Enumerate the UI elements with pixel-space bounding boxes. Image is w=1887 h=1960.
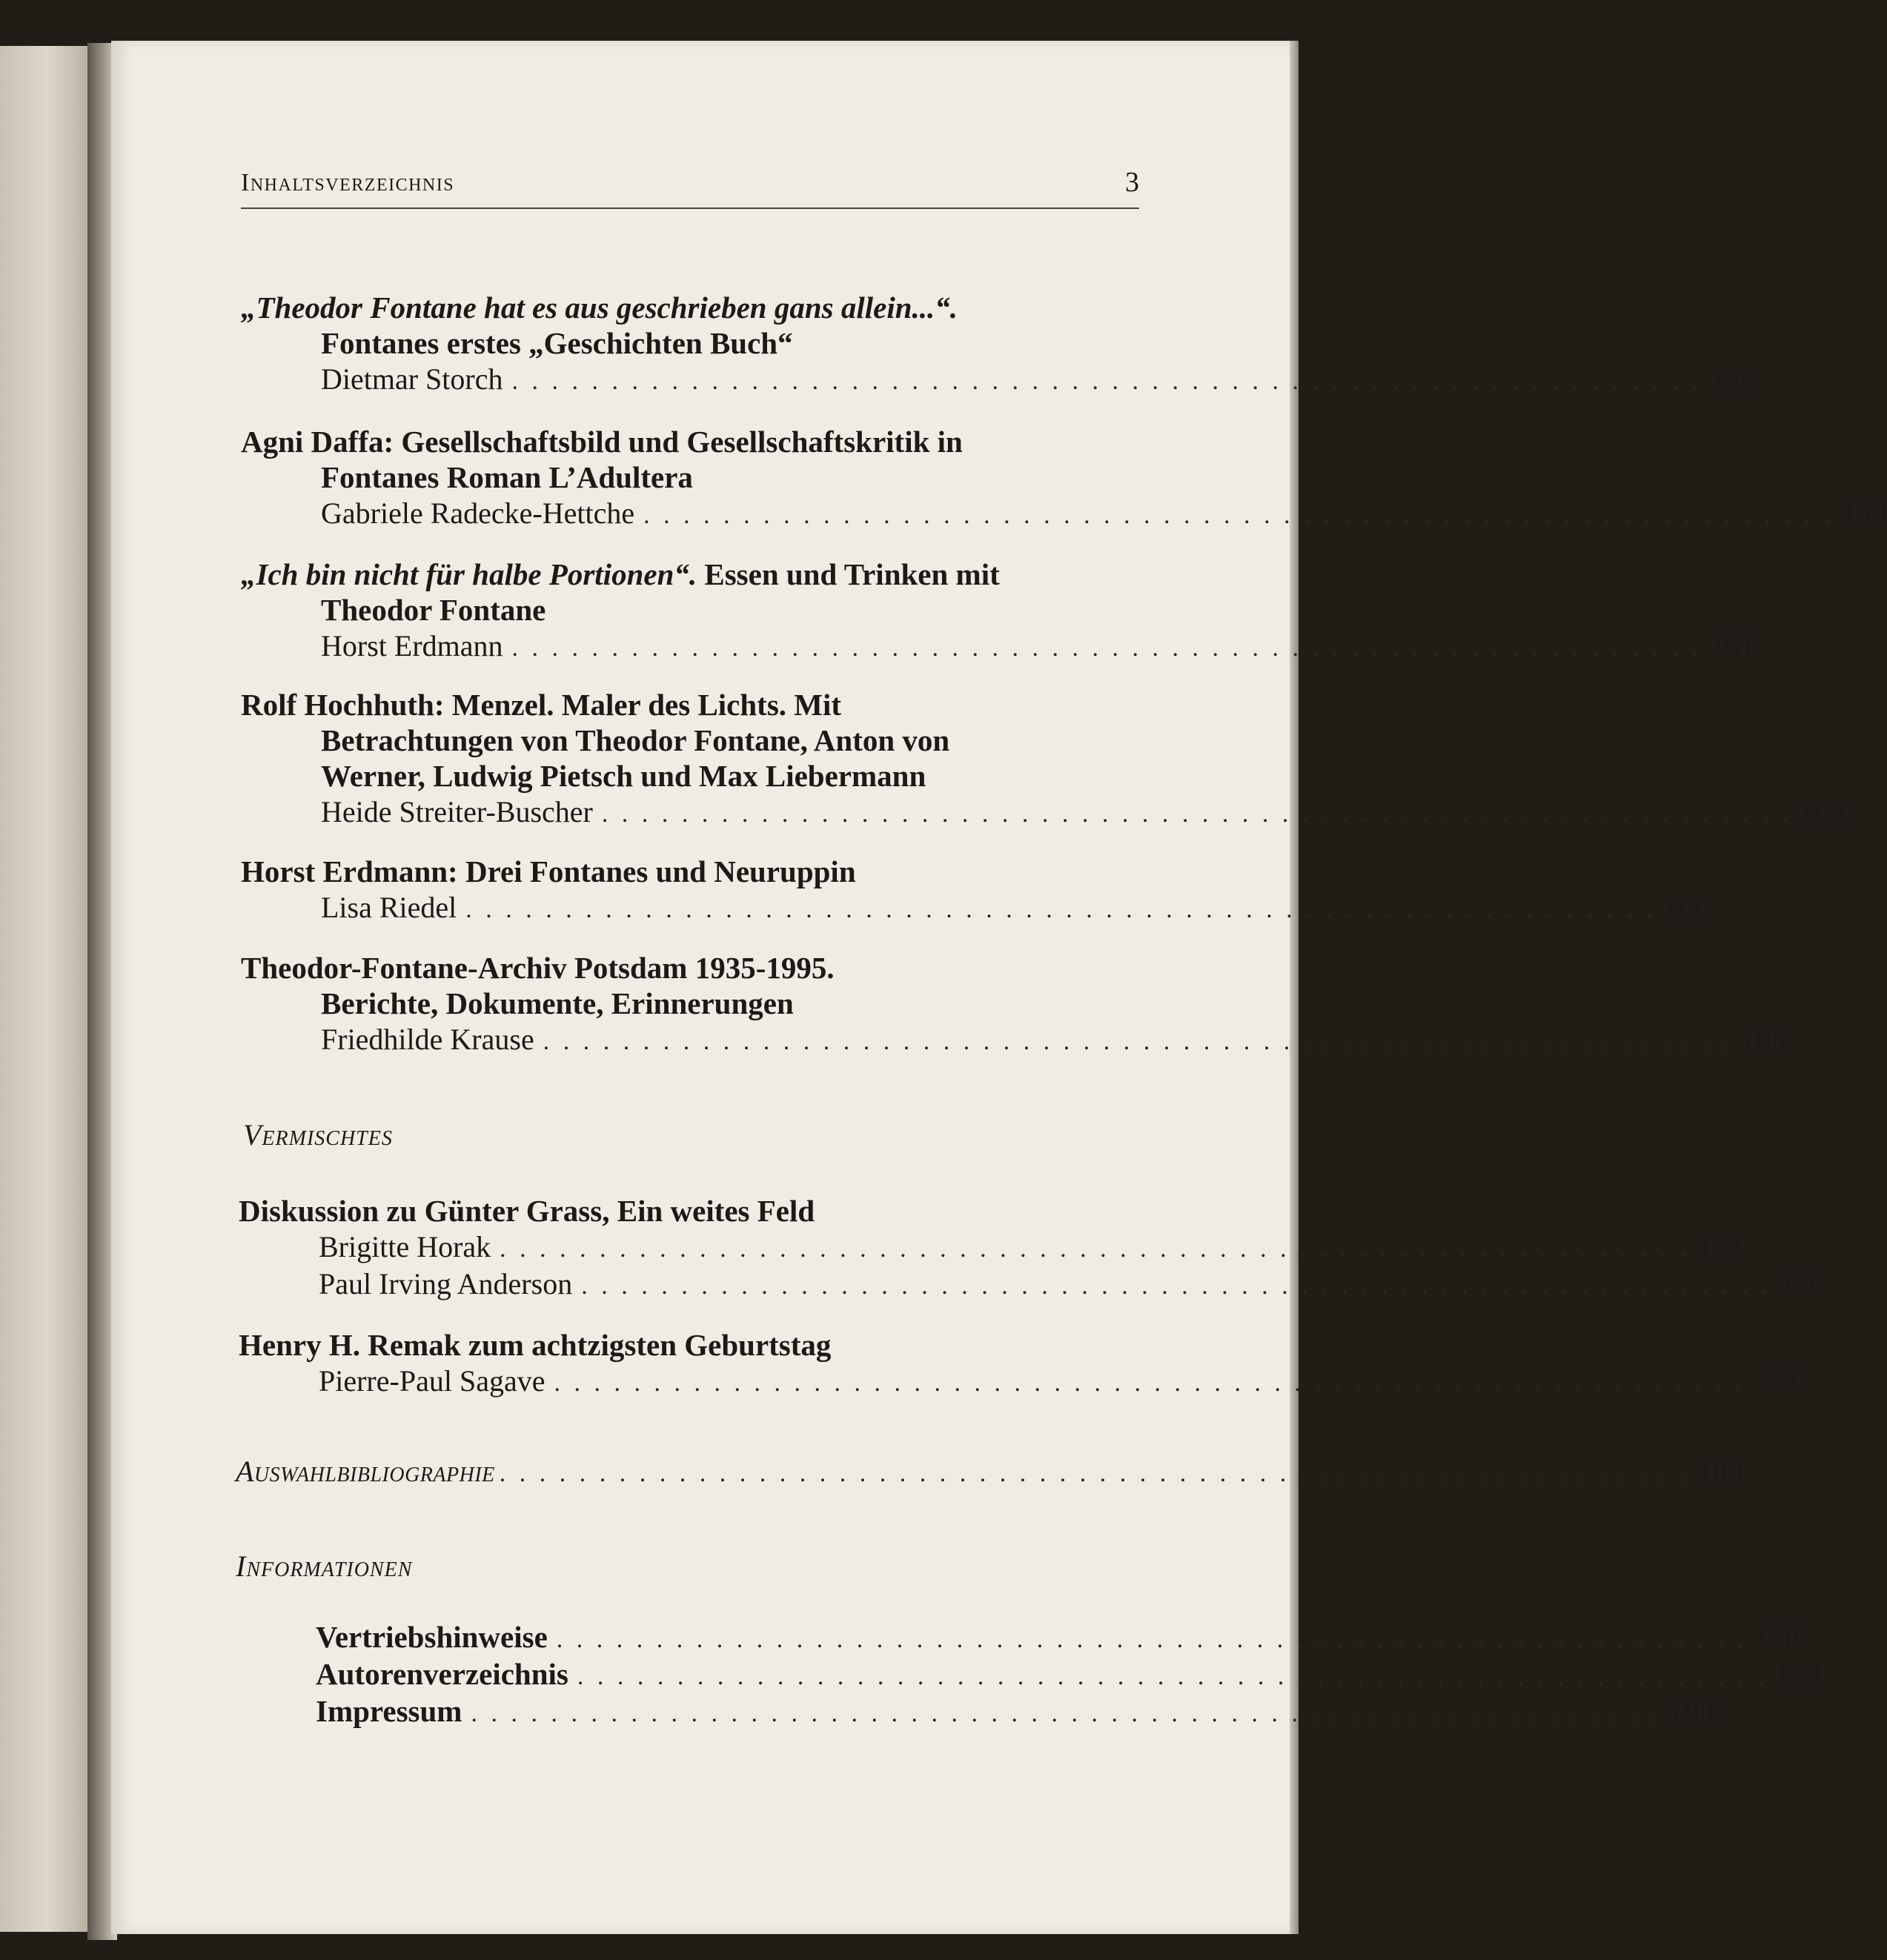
- info-label: Vertriebshinweise: [316, 1620, 548, 1654]
- leader-dots: . . . . . . . . . . . . . . . . . . . . . . . . . . . . . . . . . . . . . . . . . . . . . . . . . . . . . . . . . . . .: [601, 800, 1793, 828]
- toc-entry-info[interactable]: [316, 1657, 1821, 1691]
- header-page-number: 3: [1125, 167, 1139, 198]
- page-number: 188: [1754, 1621, 1800, 1654]
- page-number: 180: [1697, 1455, 1743, 1488]
- title-text: Werner, Ludwig Pietsch und Max Liebermann: [321, 759, 926, 793]
- leader-dots: . . . . . . . . . . . . . . . . . . . . . . . . . . . . . . . . . . . . . . . . . . . . . . . . . . . . . . . . . . . .: [577, 1663, 1768, 1690]
- leader-dots: . . . . . . . . . . . . . . . . . . . . . . . . . . . . . . . . . . . . . . . . . . . . . . . . . . . . . . . . . . . .: [643, 502, 1834, 529]
- toc-entry-title: [239, 1196, 815, 1226]
- toc-entry-auswahlbibliographie[interactable]: [236, 1455, 1743, 1488]
- title-text: Agni Daffa: Gesellschaftsbild und Gesellschaftskritik in: [241, 425, 963, 459]
- title-text: „Theodor Fontane hat es aus geschrieben gans allein...“.: [241, 290, 958, 325]
- author-name: Dietmar Storch: [321, 362, 503, 396]
- header-title: Inhaltsverzeichnis: [241, 169, 455, 196]
- toc-entry-title: [321, 462, 693, 493]
- page-number: 159: [1841, 496, 1887, 530]
- info-label: Impressum: [316, 1694, 462, 1728]
- title-text-italic: „Ich bin nicht für halbe Portionen“.: [241, 557, 697, 591]
- toc-entry-title: [241, 854, 856, 888]
- leader-dots: . . . . . . . . . . . . . . . . . . . . . . . . . . . . . . . . . . . . . . . . . . . . . . . . . . . . . . . . . . . .: [554, 1369, 1745, 1397]
- page-number: 163: [1800, 795, 1845, 828]
- leader-dots: . . . . . . . . . . . . . . . . . . . . . . . . . . . . . . . . . . . . . . . . . . . . . . . . . . . . . . . . . . . .: [465, 896, 1656, 923]
- page-number: 168: [1741, 1023, 1787, 1056]
- author-name: Friedhilde Krause: [321, 1023, 534, 1056]
- toc-entry-title: [321, 328, 793, 359]
- toc-entry-author-line[interactable]: [321, 891, 1710, 924]
- page-number: 156: [1710, 362, 1756, 396]
- info-label: Autorenverzeichnis: [316, 1657, 568, 1691]
- leader-dots: . . . . . . . . . . . . . . . . . . . . . . . . . . . . . . . . . . . . . . . . . . . . . . . . . . . . . . . . . . . .: [511, 368, 1702, 395]
- title-text: Essen und Trinken mit: [697, 557, 1000, 591]
- toc-entry-title: [321, 986, 794, 1020]
- title-text: Henry H. Remak zum achtzigsten Geburtstag: [239, 1328, 832, 1362]
- author-name: Horst Erdmann: [321, 629, 503, 662]
- toc-entry-author-line[interactable]: [321, 795, 1845, 828]
- title-text: Theodor Fontane: [321, 593, 546, 627]
- page-number: 174: [1697, 1230, 1744, 1263]
- page-number: 166: [1663, 891, 1710, 924]
- toc-entry-title: [321, 761, 926, 791]
- title-text: Betrachtungen von Theodor Fontane, Anton von: [321, 723, 950, 757]
- left-page-edge: [0, 46, 87, 1932]
- leader-dots: . . . . . . . . . . . . . . . . . . . . . . . . . . . . . . . . . . . . . . . . . . . . . . . . . . . . . . . . . . . .: [543, 1028, 1734, 1055]
- author-name: Brigitte Horak: [319, 1230, 491, 1263]
- toc-entry-title: [241, 290, 958, 325]
- toc-entry-title: [321, 725, 949, 756]
- title-text: Diskussion zu Günter Grass, Ein weites Feld: [239, 1194, 815, 1228]
- page-number: 161: [1710, 629, 1756, 662]
- author-name: Gabriele Radecke-Hettche: [321, 496, 635, 530]
- toc-entry-author-line[interactable]: [321, 629, 1756, 662]
- toc-entry-author-line[interactable]: [321, 1023, 1787, 1056]
- title-text: Berichte, Dokumente, Erinnerungen: [321, 986, 794, 1020]
- title-text: Horst Erdmann: Drei Fontanes und Neuruppin: [241, 854, 856, 888]
- toc-entry-info[interactable]: [316, 1694, 1715, 1728]
- toc-entry-author-line[interactable]: [321, 362, 1756, 396]
- author-name: Paul Irving Anderson: [319, 1267, 573, 1300]
- toc-entry-title: [241, 427, 963, 457]
- leader-dots: . . . . . . . . . . . . . . . . . . . . . . . . . . . . . . . . . . . . . . . . . . . . . . . . . . . . . . . . . . . .: [500, 1235, 1691, 1263]
- toc-entry-title: [321, 595, 545, 625]
- page-number: 176: [1779, 1267, 1825, 1300]
- toc-entry-author-line[interactable]: [319, 1364, 1798, 1398]
- author-name: Pierre-Paul Sagave: [319, 1364, 545, 1398]
- author-name: Heide Streiter-Buscher: [321, 795, 593, 828]
- section-heading-informationen: Informationen: [236, 1549, 413, 1583]
- toc-entry-title: [241, 690, 841, 720]
- running-header: [241, 165, 1139, 209]
- title-text: Fontanes Roman L’Adultera: [321, 460, 693, 494]
- page-number: 178: [1751, 1364, 1798, 1398]
- leader-dots: . . . . . . . . . . . . . . . . . . . . . . . . . . . . . . . . . . . . . . . . . . . . . . . . . . . . . . . . . . . .: [556, 1626, 1748, 1653]
- page-number: 190: [1668, 1695, 1715, 1728]
- title-text: Rolf Hochhuth: Menzel. Maler des Lichts. Mit: [241, 688, 842, 722]
- toc-entry-title: [241, 559, 1000, 590]
- toc-entry-author-line[interactable]: [321, 496, 1887, 530]
- toc-entry-title: [239, 1330, 831, 1361]
- toc-entry-info[interactable]: [316, 1620, 1800, 1654]
- section-heading-vermischtes: Vermischtes: [243, 1118, 393, 1152]
- title-text: Theodor-Fontane-Archiv Potsdam 1935-1995.: [241, 951, 835, 985]
- leader-dots: . . . . . . . . . . . . . . . . . . . . . . . . . . . . . . . . . . . . . . . . . . . . . . . . . . . . . . . . . . . .: [499, 1460, 1691, 1487]
- section-heading-auswahlbibliographie: Auswahlbibliographie: [236, 1455, 495, 1488]
- toc-entry-author-line[interactable]: [319, 1230, 1744, 1263]
- leader-dots: . . . . . . . . . . . . . . . . . . . . . . . . . . . . . . . . . . . . . . . . . . . . . . . . . . . . . . . . . . . .: [511, 634, 1703, 662]
- toc-entry-title: [241, 953, 835, 983]
- author-name: Lisa Riedel: [321, 891, 457, 924]
- title-text: Fontanes erstes „Geschichten Buch“: [321, 326, 793, 360]
- leader-dots: . . . . . . . . . . . . . . . . . . . . . . . . . . . . . . . . . . . . . . . . . . . . . . . . . . . . . . . . . . . .: [581, 1272, 1772, 1300]
- leader-dots: . . . . . . . . . . . . . . . . . . . . . . . . . . . . . . . . . . . . . . . . . . . . . . . . . . . . . . . . . . . .: [471, 1700, 1662, 1727]
- page-number: 189: [1775, 1658, 1821, 1691]
- toc-entry-author-line[interactable]: [319, 1267, 1825, 1300]
